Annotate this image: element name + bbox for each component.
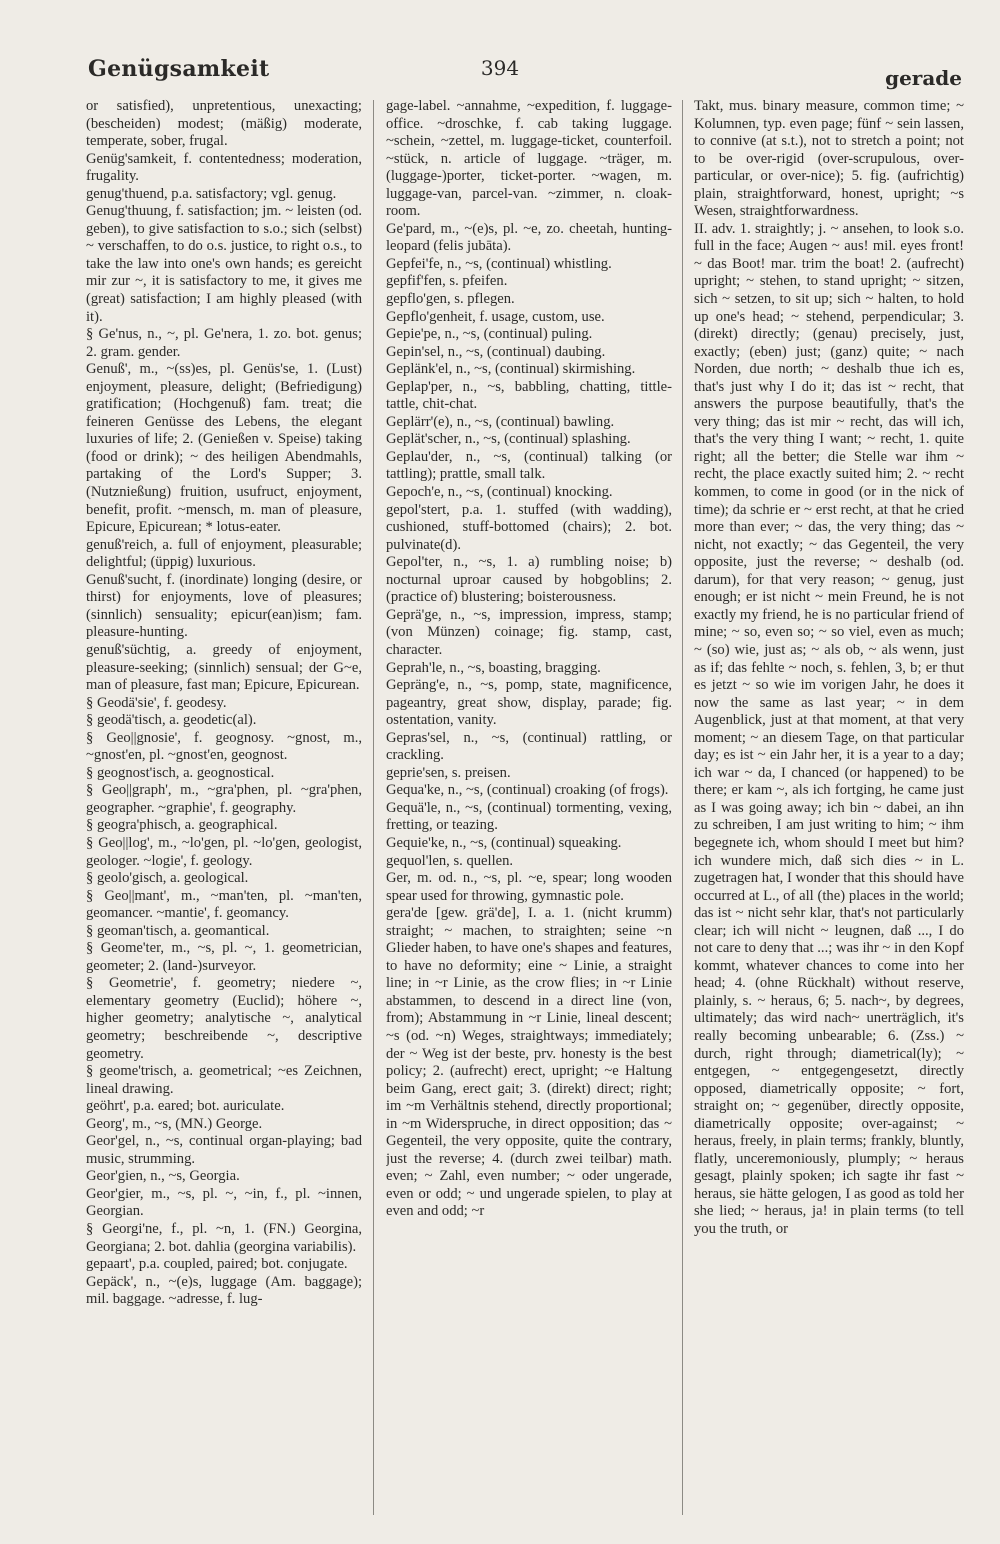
dictionary-entry: Genuß', m., ~(ss)es, pl. Genüs'se, 1. (Lust) enjoyment, pleasure, delight; (Befriedigung) gratification; (Hochgenuß) fam. treat; die feineren Genüsse des Lebens, the elegant luxuries of life; 2. (Genießen v. Speise) taking (food or drink); ~ des heiligen Abendmahls, partaking of the Lord's Supper; 3. (Nutznießung) fruition, usufruct, enjoyment, benefit, profit. ~mensch, m. man of pleasure, Epicure, Epicurean; * lotus-eater.	[86, 361, 362, 536]
dictionary-entry: gequol'len, s. quellen.	[386, 852, 514, 869]
dictionary-entry: § geome'trisch, a. geometrical; ~es Zeichnen, lineal drawing.	[86, 1063, 362, 1097]
dictionary-entry: or satisfied), unpretentious, unexacting; (bescheiden) modest; (mäßig) moderate, temperate, sober, frugal.	[86, 98, 362, 150]
dictionary-entry: Genuß'sucht, f. (inordinate) longing (desire, or thirst) for enjoyments, love of pleasures; (sinnlich) sensuality; epicur(ean)ism; fam. pleasure-hunting.	[86, 571, 362, 641]
dictionary-entry: § Geo||graph', m., ~gra'phen, pl. ~gra'phen, geographer. ~graphie', f. geography.	[86, 782, 362, 816]
dictionary-entry: Ge'pard, m., ~(e)s, pl. ~e, zo. cheetah, hunting-leopard (felis jubāta).	[386, 220, 672, 255]
dictionary-entry: Geprah'le, n., ~s, boasting, bragging.	[386, 659, 601, 676]
dictionary-entry: Ger, m. od. n., ~s, pl. ~e, spear; long wooden spear used for throwing, gymnastic pole.	[386, 870, 672, 904]
dictionary-entry: § geodä'tisch, a. geodetic(al).	[86, 712, 257, 729]
right-running-head: gerade	[885, 66, 962, 90]
dictionary-entry: geöhrt', p.a. eared; bot. auriculate.	[86, 1098, 285, 1115]
dictionary-entry: gepfif'fen, s. pfeifen.	[386, 273, 508, 290]
dictionary-entry: genuß'süchtig, a. greedy of enjoyment, pleasure-seeking; (sinnlich) sensual; der G~e, man of pleasure, fast man; Epicure, Epicurean.	[86, 641, 362, 694]
dictionary-entry: § Ge'nus, n., ~, pl. Ge'nera, 1. zo. bot. genus; 2. gram. gender.	[86, 326, 362, 360]
left-running-head: Genügsamkeit	[88, 56, 270, 82]
dictionary-entry: Genüg'samkeit, f. contentedness; moderation, frugality.	[86, 150, 362, 185]
dictionary-entry: genug'thuend, p.a. satisfactory; vgl. genug.	[86, 185, 337, 202]
dictionary-entry: Gequie'ke, n., ~s, (continual) squeaking.	[386, 834, 622, 851]
dictionary-entry: Gequa'ke, n., ~s, (continual) croaking (of frogs).	[386, 782, 669, 799]
dictionary-entry: § Geo||mant', m., ~man'ten, pl. ~man'ten, geomancer. ~mantie', f. geomancy.	[86, 887, 362, 922]
dictionary-entry: § geogra'phisch, a. geographical.	[86, 817, 278, 834]
dictionary-entry: Geor'gien, n., ~s, Georgia.	[86, 1168, 240, 1185]
dictionary-entry: Geplap'per, n., ~s, babbling, chatting, tittle-tattle, chit-chat.	[386, 378, 672, 413]
dictionary-entry: § Geo||gnosie', f. geognosy. ~gnost, m., ~gnost'en, pl. ~gnost'en, geognost.	[86, 729, 362, 764]
dictionary-entry: Georg', m., ~s, (MN.) George.	[86, 1115, 263, 1132]
dictionary-entry: Gepie'pe, n., ~s, (continual) puling.	[386, 326, 593, 343]
dictionary-entry: Takt, mus. binary measure, common time; ~ Kolumnen, typ. even page; fünf ~ sein lassen, to connive (at s.t.), not to stretch a point; not to be over-rigid (over-scrupulous, over-particular, or over-nice); 5. fig. (aufrichtig) plain, straightforward, honest, upright; ~s Wesen, straightforwardness.	[694, 98, 964, 220]
dictionary-entry: § geolo'gisch, a. geological.	[86, 870, 249, 887]
dictionary-entry: Geplau'der, n., ~s, (continual) talking (or tattling); prattle, small talk.	[386, 448, 672, 483]
column-2	[386, 98, 672, 1518]
dictionary-entry: Gequä'le, n., ~s, (continual) tormenting, vexing, fretting, or teazing.	[386, 799, 672, 834]
dictionary-entry: Genug'thuung, f. satisfaction; jm. ~ leisten (od. geben), to give satisfaction to s.o.; sich (selbst) ~ verschaffen, to do o.s. justice, to right o.s., to take the law into one's own hands; es gereicht mir zur ~, it is satisfactory to me, it gives me (great) satisfaction; I am highly pleased (with it).	[86, 203, 362, 325]
dictionary-entry: geprie'sen, s. preisen.	[386, 764, 511, 781]
dictionary-entry: Geplärr'(e), n., ~s, (continual) bawling.	[386, 413, 615, 430]
dictionary-entry: Geplät'scher, n., ~s, (continual) splashing.	[386, 431, 631, 448]
page-number: 394	[480, 56, 520, 80]
dictionary-entry: gepflo'gen, s. pflegen.	[386, 291, 515, 308]
dictionary-entry: gera'de [gew. grä'de], I. a. 1. (nicht krumm) straight; ~ machen, to straighten; seine ~n Glieder haben, to have one's shapes and features, to have no deformity; eine ~ Linie, a straight line; in ~r Linie, as the crow flies; in ~r Linie abstammen, to descend in a direct line (von, from); Abstammung in ~r Linie, lineal descent; ~s (od. ~n) Weges, straightways; immediately; der ~ Weg ist der beste, prv. honesty is the best policy; 2. (aufrecht) erect, upright; ~e Haltung beim Gang, erect gait; 3. (direkt) direct; right; im ~m Verhältnis stehend, directly proportional; in ~m Widerspruche, in direct opposition; das ~ Gegenteil, the very opposite, quite the contrary, just the reverse; 4. (durch zwei teilbar) math. even; ~ Zahl, even number; ~ oder ungerade, even or odd; ~ und ungerade spielen, to play at even and odd; ~r	[386, 905, 672, 1220]
dictionary-entry: gepol'stert, p.a. 1. stuffed (with wadding), cushioned, stuff-bottomed (chairs); 2. bot. pulvinate(d).	[386, 501, 672, 553]
dictionary-entry: II. adv. 1. straightly; j. ~ ansehen, to look s.o. full in the face; Augen ~ aus! mil. eyes front! ~ das Boot! mar. trim the boat! 2. (aufrecht) upright; ~ stehen, to stand upright; ~ sitzen, sich ~ setzen, to sit up; sich ~ halten, to hold up one's head; ~ stehend, perpendicular; 3. (direkt) directly; (genau) precisely, just, exactly; (eben) just; (ganz) quite; ~ nach Norden, due north; ~ deshalb thue ich es, that's just why I do it; das ist ~ recht, that answers the purpose beautifully, that's the very thing; das ist mir ~ recht, das will ich, that's the very thing I want; ~ recht, 1. quite right; all the better; die Stelle war ihm ~ recht, the place exactly suited him; 2. ~ recht kommen, to come in good (or in the nick of time); da schrie er ~ erst recht, at that he cried more than ever; ~ das, the very thing; das ~ nicht, not exactly; ~ das Gegenteil, the very opposite, just the reverse; ~ deshalb (od. darum), for that very reason; ~ genug, just enough; er ist nicht ~ mein Freund, he is not exactly my friend, he is no particular friend of mine; ~ so, even so; ~ so viel, even as much; ~ (so) wie, just as; ~ als ob, ~ als wenn, just as if; das fehlte ~ noch, s. fehlen, 3, b; er thut es jetzt ~ so wie im vorigen Jahr, he does it now the same as last year; ~ in dem Augenblick, just at that moment, at that very moment; ~ an diesem Tage, on that particular day; es ist ~ ein Jahr her, it is a year to a day; ich war ~ da, I chanced (or happened) to be there; er kam ~, als ich fortging, he came just as I was going away; ich bin ~ dabei, an ihn zu schreiben, I am just writing to him; ~ ihm begegnete ich, whom should I meet but him? ich wundere mich, daß sich dies ~ in L. zugetragen hat, I wonder that this should have occurred at L., of all (the) places in the world; das ist ~ nicht sehr klar, that's not particularly clear; ich will nicht ~ leugnen, daß ..., I do not care to deny that ...; was ihr ~ in den Kopf kommt, whatever chances to come into her head; 4. (ohne Rückhalt) without reserve, plainly, s. ~ heraus, 6; 5. nach~, by degrees, ultimately; das wird nach~ unerträglich, it's really becoming unbearable; 6. (Zss.) ~ durch, right through; diametrical(ly); ~ entgegen, ~ entgegengesetzt, directly opposed, diametrically opposite; ~ fort, straight on; ~ gegenüber, directly opposite, diametrically opposite; over-against; ~ heraus, freely, in plain terms; frankly, bluntly, flatly, unceremoniously, plumply; ~ heraus gesagt, plainly spoken; ich sagte ihr fast ~ heraus, sie hätte gelogen, I as good as told her she lied; ~ heraus, ja! in plain terms (to tell you the truth, or	[694, 220, 964, 1237]
dictionary-entry: Geor'gel, n., ~s, continual organ-playing; bad music, strumming.	[86, 1133, 362, 1167]
dictionary-entry: Gepin'sel, n., ~s, (continual) daubing.	[386, 343, 606, 360]
dictionary-entry: § Geodä'sie', f. geodesy.	[86, 694, 227, 711]
column-3	[694, 98, 964, 1518]
dictionary-entry: Gepräng'e, n., ~s, pomp, state, magnificence, pageantry, great show, display, parade; fig. ostentation, vanity.	[386, 677, 672, 729]
dictionary-entry: § Geo||log', m., ~lo'gen, pl. ~lo'gen, geologist, geologer. ~logie', f. geology.	[86, 834, 362, 869]
dictionary-entry: § geoman'tisch, a. geomantical.	[86, 922, 270, 939]
dictionary-entry: § Geome'ter, m., ~s, pl. ~, 1. geometrician, geometer; 2. (land-)surveyor.	[86, 940, 362, 974]
column-1	[86, 98, 362, 1518]
dictionary-entry: gepaart', p.a. coupled, paired; bot. conjugate.	[86, 1256, 348, 1273]
dictionary-entry: Geor'gier, m., ~s, pl. ~, ~in, f., pl. ~innen, Georgian.	[86, 1185, 362, 1220]
dictionary-entry: § geognost'isch, a. geognostical.	[86, 764, 275, 781]
dictionary-entry: Geprä'ge, n., ~s, impression, impress, stamp; (von Münzen) coinage; fig. stamp, cast, character.	[386, 606, 672, 658]
page-header	[0, 56, 1000, 92]
dictionary-entry: Gepoch'e, n., ~s, (continual) knocking.	[386, 484, 613, 501]
dictionary-entry: Gepol'ter, n., ~s, 1. a) rumbling noise; b) nocturnal uproar caused by hobgoblins; 2. (practice of) blustering; boisterousness.	[386, 554, 672, 606]
column-divider-1	[373, 100, 374, 1515]
dictionary-entry: Gepflo'genheit, f. usage, custom, use.	[386, 308, 605, 325]
dictionary-entry: Gepäck', n., ~(e)s, luggage (Am. baggage); mil. baggage. ~adresse, f. lug-	[86, 1273, 362, 1308]
column-divider-2	[682, 100, 683, 1515]
dictionary-entry: Gepfei'fe, n., ~s, (continual) whistling.	[386, 255, 612, 272]
dictionary-entry: gage-label. ~annahme, ~expedition, f. luggage-office. ~droschke, f. cab taking luggage. ~schein, ~zettel, m. luggage-ticket, counterfoil. ~stück, n. article of luggage. ~träger, m. (luggage-)porter, ticket-porter. ~wagen, m. luggage-van, parcel-van. ~zimmer, n. cloak-room.	[386, 98, 672, 220]
dictionary-entry: § Geometrie', f. geometry; niedere ~, elementary geometry (Euclid); höhere ~, higher geometry; analytische ~, analytical geometry; beschreibende ~, descriptive geometry.	[86, 975, 362, 1062]
dictionary-entry: genuß'reich, a. full of enjoyment, pleasurable; delightful; (üppig) luxurious.	[86, 536, 362, 571]
dictionary-entry: Geplänk'el, n., ~s, (continual) skirmishing.	[386, 361, 636, 378]
dictionary-entry: § Georgi'ne, f., pl. ~n, 1. (FN.) Georgina, Georgiana; 2. bot. dahlia (georgina variabilis).	[86, 1221, 362, 1255]
dictionary-entry: Gepras'sel, n., ~s, (continual) rattling, or crackling.	[386, 729, 672, 764]
